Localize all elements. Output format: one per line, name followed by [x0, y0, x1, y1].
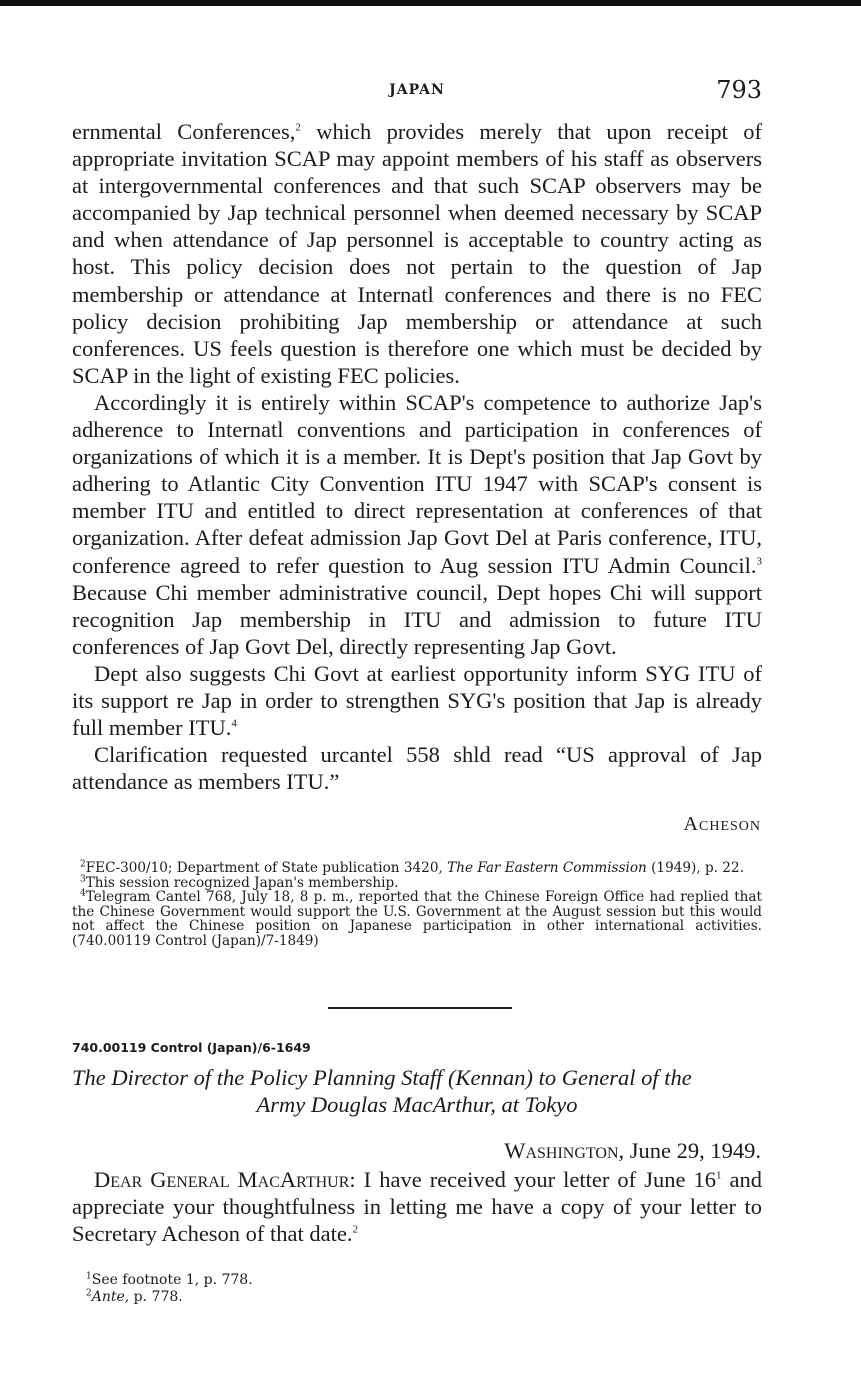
paragraph-3: Dept also suggests Chi Govt at earliest opportunity inform SYG ITU of its support re Jap in order to strengthen SYG's position that Jap is already full member ITU.$^4$: [72, 660, 762, 741]
telegram-body: [72, 118, 762, 795]
running-head: JAPAN: [389, 82, 445, 98]
paragraph-1: ernmental Conferences,$^2$ which provides merely that upon receipt of appropriate invitation SCAP may appoint members of his staff as observers at intergovernmental conferences and that such SCAP observers may be accompanied by Jap technical personnel when deemed necessary by SCAP and when attendance of Jap personnel is acceptable to country acting as host. This policy decision does not pertain to the question of Jap membership or attendance at Internatl conferences and there is no FEC policy decision prohibiting Jap membership or attendance at such conferences. US feels question is therefore one which must be decided by SCAP in the light of existing FEC policies.: [72, 119, 762, 388]
letter-body: [72, 1166, 762, 1247]
dateline: Washington, June 29, 1949.: [504, 1138, 761, 1163]
section-separator: [328, 1007, 512, 1009]
footnote-ref[interactable]: 2: [352, 1223, 359, 1236]
footnote-item: $^1$See footnote 1, p. 778.: [86, 1271, 253, 1288]
title-line-2: Army Douglas MacArthur, at Tokyo: [256, 1092, 578, 1117]
top-border-rule: [0, 0, 861, 6]
signature: Acheson: [683, 813, 761, 835]
letter-footnotes: [72, 1272, 762, 1306]
title-line-1: The Director of the Policy Planning Staff (Kennan) to General of the: [72, 1065, 692, 1090]
footnote-ref[interactable]: 4: [231, 717, 237, 730]
footnote-item: $^3$This session recognized Japan's membership.: [80, 874, 399, 891]
footnote-ref[interactable]: 3: [756, 555, 762, 567]
page-number: 793: [716, 76, 762, 104]
footnote-ref[interactable]: 1: [715, 1169, 722, 1182]
footnote-ref[interactable]: 2: [295, 121, 301, 134]
footnote-item: $^2$Ante, p. 778.: [86, 1288, 183, 1305]
footnotes-section: [72, 861, 762, 949]
paragraph-2: Accordingly it is entirely within SCAP's competence to authorize Jap's adherence to Internatl conventions and participation in conferences of organizations of which it is a member. It is Dept's position that Jap Govt by adhering to Atlantic City Convention ITU 1947 with SCAP's consent is member ITU and entitled to direct representation at conferences of that organization. After defeat admission Jap Govt Del at Paris conference, ITU, conference agreed to refer question to Aug session ITU Admin Council.$^3$ Because Chi member administrative council, Dept hopes Chi will support recognition Jap membership in ITU and admission to future ITU conferences of Jap Govt Del, directly representing Jap Govt.: [72, 389, 762, 659]
footnote-item: $^4$Telegram Cantel 768, July 18, 8 p. m., reported that the Chinese Foreign Office had replied that the Chinese Government would support the U.S. Government at the August session but this would not affect the Chinese position on Japanese participation in other international activities. (740.00119 Control (Japan)/7-1849): [72, 888, 762, 949]
footnote-item: $^2$FEC-300/10; Department of State publication 3420, The Far Eastern Commission (1949), p. 22.: [80, 859, 744, 876]
page-header: [72, 76, 762, 106]
document-title: [72, 1064, 762, 1118]
file-number: 740.00119 Control (Japan)/6-1649: [72, 1040, 311, 1055]
letter-paragraph: Dear General MacArthur: I have received your letter of June $16^1$ and appreciate your thoughtfulness in letting me have a copy of your letter to Secretary Acheson of that date.$^2$: [72, 1167, 762, 1246]
paragraph-4: Clarification requested urcantel 558 shld read “US approval of Jap attendance as members ITU.”: [72, 742, 762, 795]
salutation: Dear General MacArthur: [94, 1167, 350, 1192]
